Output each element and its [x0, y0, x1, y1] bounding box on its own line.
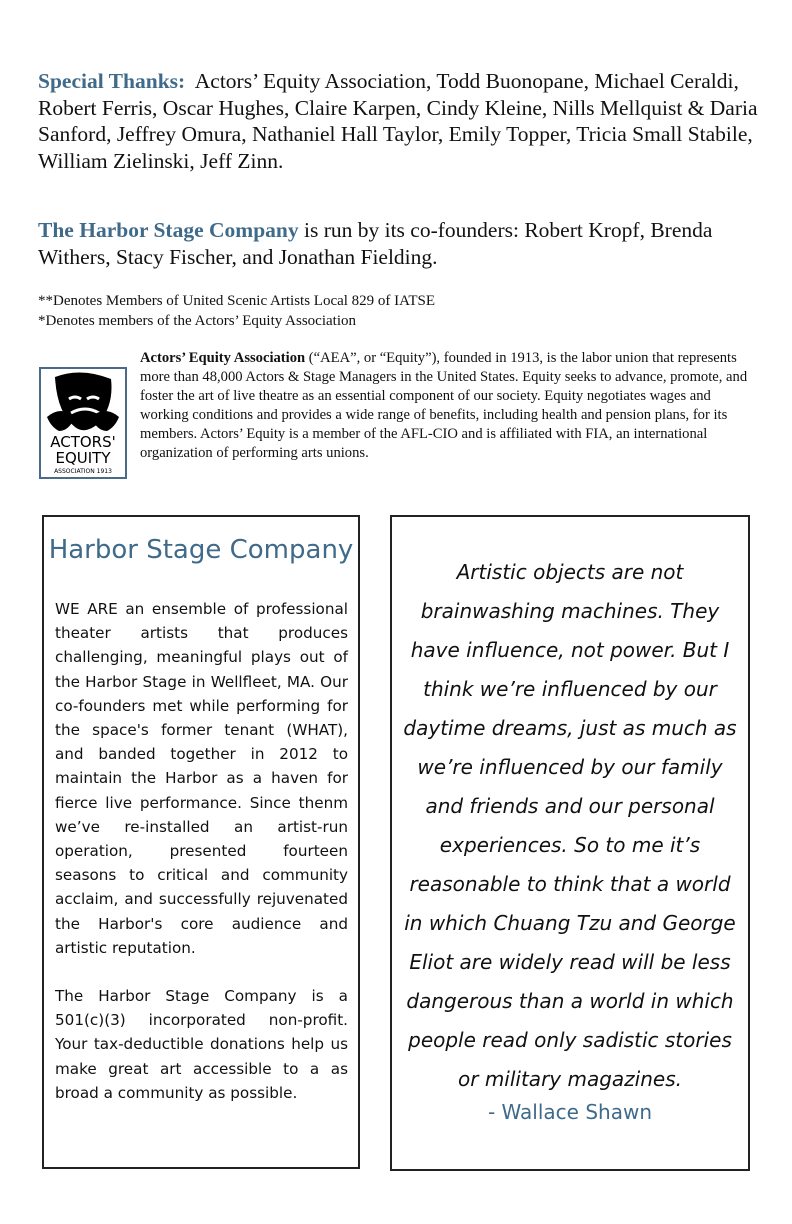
logo-line2: EQUITY	[55, 449, 111, 467]
about-box	[42, 515, 360, 1169]
special-thanks	[38, 68, 758, 174]
company-founders	[38, 217, 758, 270]
equity-description	[140, 349, 760, 463]
about-paragraph-1: WE ARE an ensemble of professional theater artists that produces challenging, meaningful plays out of the Harbor Stage in Wellfleet, MA. Our co-founders met while performing for the space's former tenant (WHAT), and banded together in 2012 to maintain the Harbor as a haven for fierce live performance. Since thenm we’ve re-installed an artist-run operation, presented fourteen seasons to critical and community acclaim, and successfully rejuvenated the Harbor's core audience and artistic reputation.	[55, 600, 348, 957]
quote-attribution: - Wallace Shawn	[487, 1100, 652, 1124]
logo-line3: ASSOCIATION 1913	[54, 468, 112, 475]
actors-equity-logo	[39, 367, 127, 479]
quote-text: Artistic objects are not brainwashing machines. They have influence, not power. But I think we’re influenced by our daytime dreams, just as much as we’re influenced by our family and friends and our personal experiences. So to me it’s reasonable to think that a world in which Chuang Tzu and George Eliot are widely read will be less dangerous than a world in which people read only sadistic stories or military magazines.	[403, 560, 737, 1091]
about-box-body	[55, 597, 348, 1129]
special-thanks-label: Special Thanks:	[38, 69, 186, 93]
theater-masks-icon	[41, 369, 125, 477]
about-paragraph-2: The Harbor Stage Company is a 501(c)(3) incorporated non-profit. Your tax-deductible donations help us make great art accessible to a as broad a community as possible.	[55, 987, 348, 1102]
quote-box	[390, 515, 750, 1171]
equity-text: (“AEA”, or “Equity”), founded in 1913, is the labor union that represents more than 48,000 Actors & Stage Managers in the United States. Equity seeks to advance, promote, and foster the art of live theatre as an essential component of our society. Equity negotiates wages and working conditions and provides a wide range of benefits, including health and pension plans, for its members. Actors’ Equity is a member of the AFL-CIO and is affiliated with FIA, an international organization of performing arts unions.	[140, 350, 748, 461]
equity-note: *Denotes members of the Actors’ Equity Association	[38, 313, 356, 329]
iatse-note: **Denotes Members of United Scenic Artists Local 829 of IATSE	[38, 293, 436, 309]
equity-name: Actors’ Equity Association	[140, 350, 306, 366]
company-name: The Harbor Stage Company	[38, 218, 299, 242]
logo-line1: ACTORS'	[50, 433, 116, 451]
membership-notes	[38, 291, 758, 331]
company-founders-text: is run by its co-founders: Robert Kropf, Brenda Withers, Stacy Fischer, and Jonathan Fielding.	[38, 218, 713, 269]
about-box-title: Harbor Stage Company	[48, 535, 354, 565]
special-thanks-text: Actors’ Equity Association, Todd Buonopane, Michael Ceraldi, Robert Ferris, Oscar Hughes, Claire Karpen, Cindy Kleine, Nills Mellquist & Daria Sanford, Jeffrey Omura, Nathaniel Hall Taylor, Emily Topper, Tricia Small Stabile, William Zielinski, Jeff Zinn.	[38, 69, 758, 173]
